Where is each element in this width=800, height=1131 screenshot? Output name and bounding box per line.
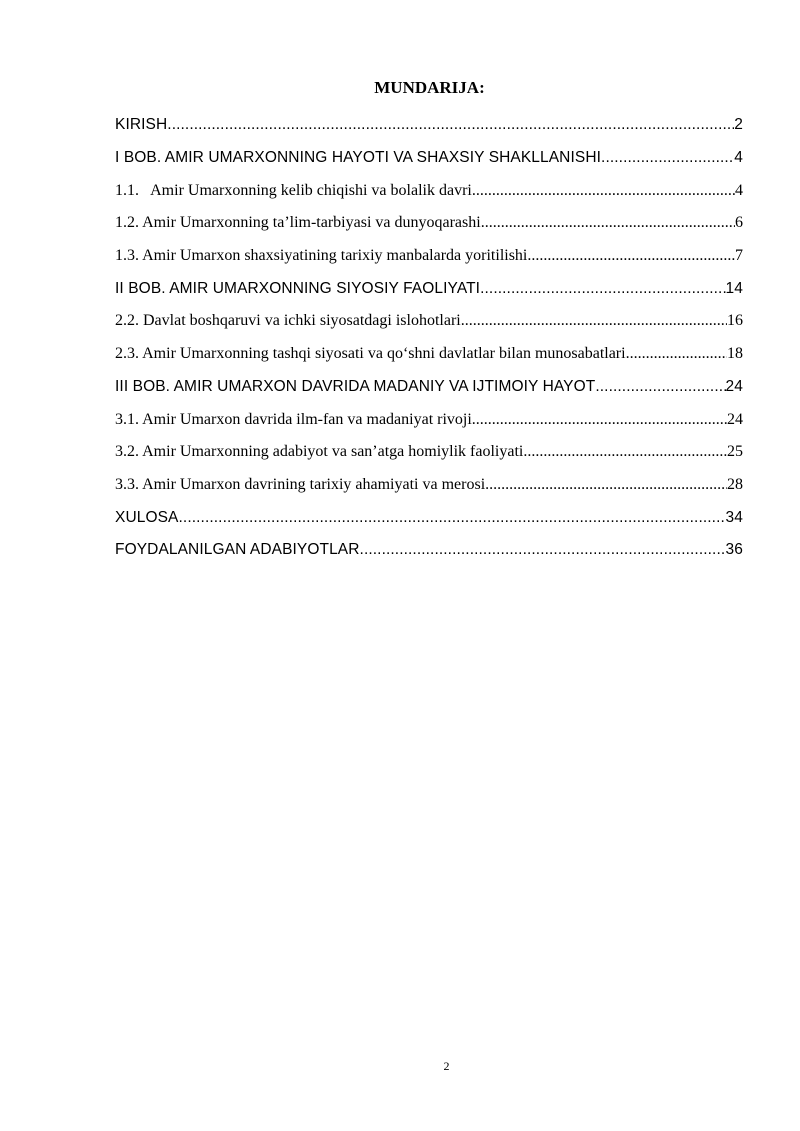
toc-entry-label: 3.2. Amir Umarxonning adabiyot va san’atga homiylik faoliyati xyxy=(115,443,524,461)
toc-entry-page: 25 xyxy=(727,443,743,461)
toc-entry-label: KIRISH xyxy=(115,116,168,134)
toc-entry[interactable] xyxy=(115,371,743,404)
toc-entry[interactable] xyxy=(115,305,743,338)
toc-entry-label: 3.3. Amir Umarxon davrining tarixiy ahamiyati va merosi xyxy=(115,475,486,493)
toc-leader-dots xyxy=(481,213,735,233)
toc-entry-label: 2.3. Amir Umarxonning tashqi siyosati va qo‘shni davlatlar bilan munosabatlari xyxy=(115,345,626,363)
toc-entry-label: III BOB. AMIR UMARXON DAVRIDA MADANIY VA IJTIMOIY HAYOT xyxy=(115,377,596,395)
toc-entry-label: 1.2. Amir Umarxonning ta’lim-tarbiyasi va dunyoqarashi xyxy=(115,214,481,232)
toc-entry-page: 7 xyxy=(735,247,743,265)
toc-leader-dots xyxy=(527,246,735,266)
toc-entry-page: 4 xyxy=(734,149,743,167)
toc-leader-dots xyxy=(485,475,727,495)
toc-entry[interactable] xyxy=(115,174,743,207)
toc-entry-page: 36 xyxy=(725,541,743,559)
toc-entry[interactable] xyxy=(115,469,743,502)
toc-leader-dots xyxy=(167,115,734,135)
toc-entry-page: 4 xyxy=(735,181,743,199)
toc-entry[interactable] xyxy=(115,436,743,469)
toc-leader-dots xyxy=(626,344,727,364)
toc-entry[interactable] xyxy=(115,272,743,305)
toc-entry[interactable] xyxy=(115,142,743,175)
toc-entry-label: 3.1. Amir Umarxon davrida ilm-fan va madaniyat rivoji xyxy=(115,410,472,428)
toc-entry-label: XULOSA xyxy=(115,508,179,526)
toc-leader-dots xyxy=(595,377,725,397)
toc-entry[interactable] xyxy=(115,534,743,567)
table-of-contents xyxy=(115,109,743,567)
toc-leader-dots xyxy=(472,181,735,201)
toc-leader-dots xyxy=(179,508,726,528)
toc-entry-label: FOYDALANILGAN ADABIYOTLAR xyxy=(115,541,360,559)
toc-entry[interactable] xyxy=(115,240,743,273)
toc-entry[interactable] xyxy=(115,338,743,371)
toc-entry-page: 28 xyxy=(727,475,743,493)
toc-entry-page: 24 xyxy=(725,377,743,395)
toc-entry-label: II BOB. AMIR UMARXONNING SIYOSIY FAOLIYATI xyxy=(115,279,481,297)
toc-entry[interactable] xyxy=(115,109,743,142)
toc-entry[interactable] xyxy=(115,403,743,436)
toc-leader-dots xyxy=(472,410,727,430)
toc-leader-dots xyxy=(601,148,734,168)
toc-entry[interactable] xyxy=(115,207,743,240)
page-number: 2 xyxy=(443,1059,450,1073)
toc-entry-page: 34 xyxy=(725,508,743,526)
toc-entry-page: 6 xyxy=(735,214,743,232)
toc-entry[interactable] xyxy=(115,501,743,534)
toc-entry-page: 18 xyxy=(727,345,743,363)
toc-leader-dots xyxy=(461,311,727,331)
toc-entry-page: 2 xyxy=(734,116,743,134)
toc-leader-dots xyxy=(523,442,727,462)
toc-entry-page: 14 xyxy=(725,279,743,297)
toc-title: MUNDARIJA: xyxy=(374,78,485,97)
toc-entry-label: 2.2. Davlat boshqaruvi va ichki siyosatdagi islohotlari xyxy=(115,312,461,330)
toc-leader-dots xyxy=(360,540,726,560)
toc-entry-page: 24 xyxy=(727,410,743,428)
toc-entry-label: 1.3. Amir Umarxon shaxsiyatining tarixiy manbalarda yoritilishi xyxy=(115,247,528,265)
toc-entry-page: 16 xyxy=(727,312,743,330)
toc-entry-label: I BOB. AMIR UMARXONNING HAYOTI VA SHAXSIY SHAKLLANISHI xyxy=(115,149,602,167)
toc-leader-dots xyxy=(480,279,725,299)
toc-entry-label: 1.1. Amir Umarxonning kelib chiqishi va bolalik davri xyxy=(115,181,472,199)
